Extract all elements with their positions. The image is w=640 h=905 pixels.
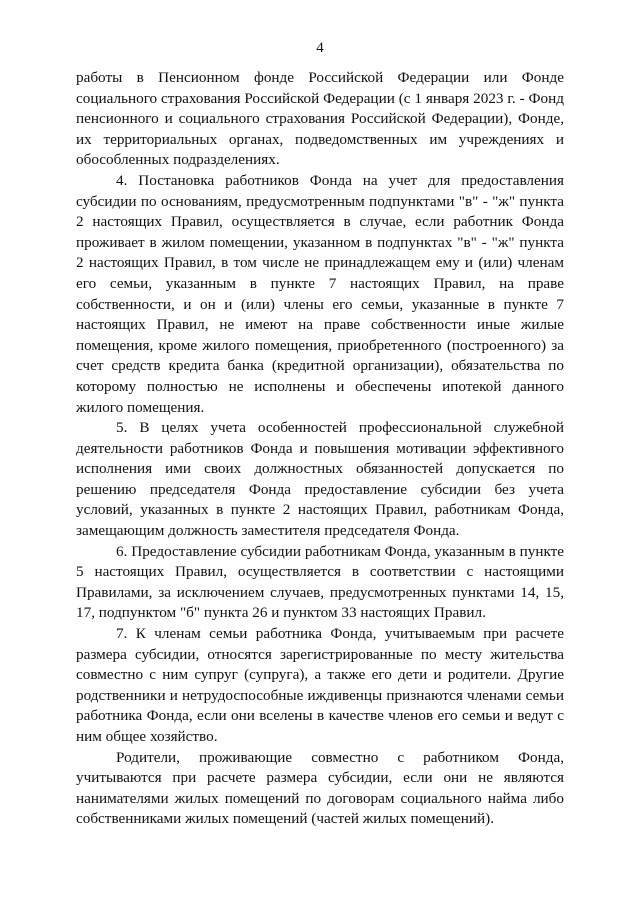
document-body <box>76 68 564 830</box>
paragraph-continuation: работы в Пенсионном фонде Российской Федерации или Фонде социального страхования Российской Федерации (с 1 января 2023 г. - Фонд пенсионного и социального страхования Российской Федерации), Фонде, их территориальных органах, подведомственных им учреждениях и обособленных подразделениях. <box>76 69 564 169</box>
paragraph-item-5: 5. В целях учета особенностей профессиональной служебной деятельности работников Фонда и повышения мотивации эффективного исполнения ими своих должностных обязанностей допускается по решению председателя Фонда предоставление субсидии без учета условий, указанных в пункте 2 настоящих Правил, работникам Фонда, замещающим должность заместителя председателя Фонда. <box>76 419 564 540</box>
page-number: 4 <box>316 40 324 56</box>
paragraph-item-7-parents: Родители, проживающие совместно с работником Фонда, учитываются при расчете размера субсидии, если они не являются нанимателями жилых помещений по договорам социального найма либо собственниками жилых помещений (частей жилых помещений). <box>76 748 564 828</box>
paragraph-item-7: 7. К членам семьи работника Фонда, учитываемым при расчете размера субсидии, относятся зарегистрированные по месту жительства совместно с ним супруг (супруга), а также его дети и родители. Другие родственники и нетрудоспособные иждивенцы признаются членами семьи работника Фонда, если они вселены в качестве членов его семьи и ведут с ним общее хозяйство. <box>76 625 564 745</box>
paragraph-item-4: 4. Постановка работников Фонда на учет для предоставления субсидии по основаниям, предусмотренным подпунктами "в" - "ж" пункта 2 настоящих Правил, осуществляется в случае, если работник Фонда проживает в жилом помещении, указанном в подпунктах "в" - "ж" пункта 2 настоящих Правил, в том числе не принадлежащем ему и (или) членам его семьи, указанным в пункте 7 настоящих Правил, на праве собственности, и он и (или) члены его семьи, указанные в пункте 7 настоящих Правил, не имеют на праве собственности иные жилые помещения, кроме жилого помещения, приобретенного (построенного) за счет средств кредита банка (кредитной организации), обязательства по которому полностью не исполнены и обеспечены ипотекой данного жилого помещения. <box>76 171 564 416</box>
paragraph-item-6: 6. Предоставление субсидии работникам Фонда, указанным в пункте 5 настоящих Правил, осуществляется в соответствии с настоящими Правилами, за исключением случаев, предусмотренных пунктами 14, 15, 17, подпунктом "б" пункта 26 и пунктом 33 настоящих Правил. <box>76 542 564 622</box>
